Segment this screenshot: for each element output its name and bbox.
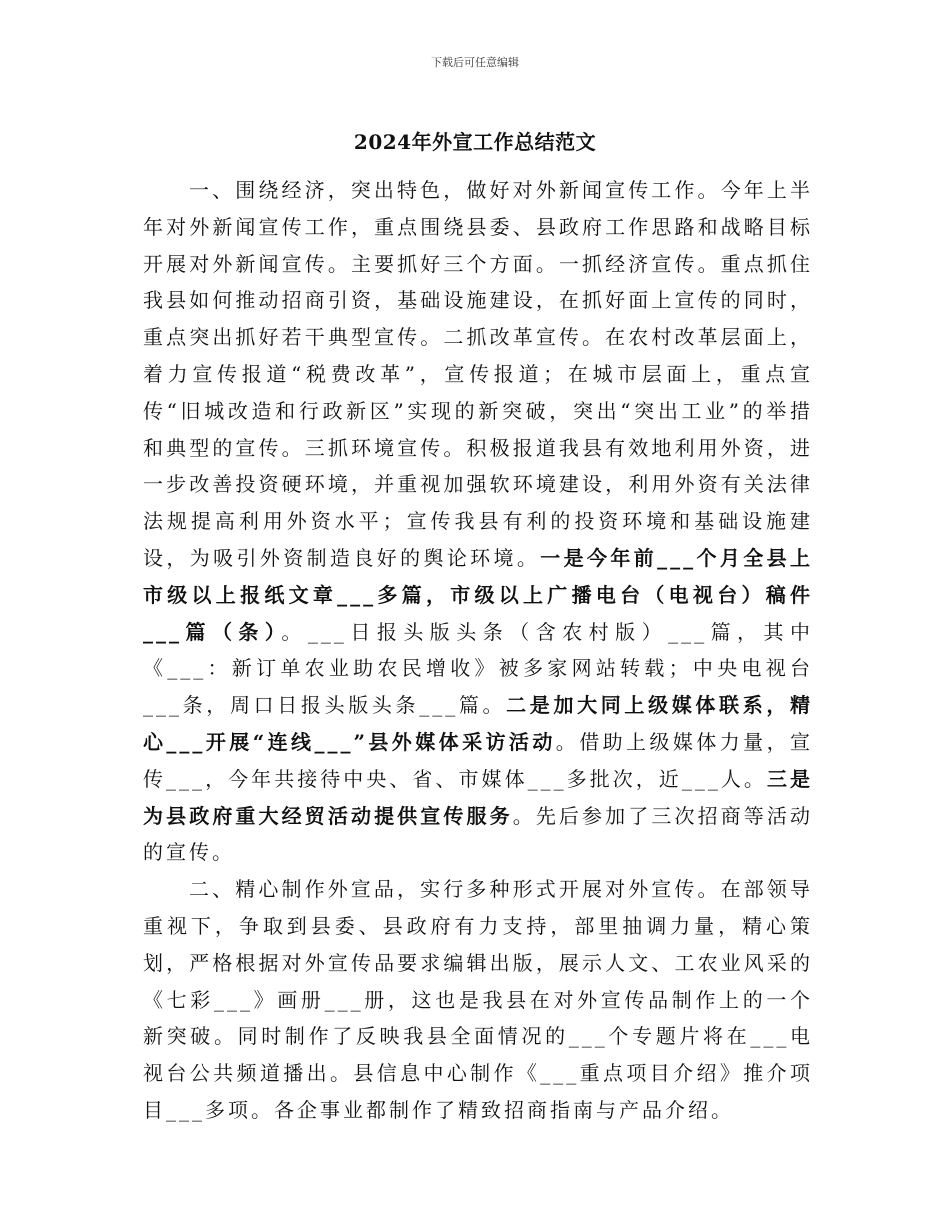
document-title: 2024年外宣工作总结范文	[353, 130, 597, 154]
bold-segment: 一是今年前___个月全县上市级以上报纸文章___多篇，市级以上广播电台（电视台）稿件___篇（条）	[143, 545, 814, 644]
bold-segment: 二是加大同上级媒体联系，精心___开展“连线___”县外媒体采访活动	[143, 693, 814, 754]
paragraph-2	[143, 871, 813, 1129]
text-segment: 。先后参加了三次招商等活动的宣传。	[143, 803, 814, 865]
document-body	[143, 172, 813, 1129]
text-segment: 。借助上级媒体力量，宣传___，今年共接待中央、省、市媒体___多批次，近___人。	[143, 729, 814, 791]
text-segment: 一、围绕经济，突出特色，做好对外新闻宣传工作。今年上半年对外新闻宣传工作，重点围绕县委、县政府工作思路和战略目标开展对外新闻宣传。主要抓好三个方面。一抓经济宣传。重点抓住我县如何推动招商引资，基础设施建设，在抓好面上宣传的同时，重点突出抓好若干典型宣传。二抓改革宣传。在农村改革层面上，着力宣传报道“税费改革”，宣传报道；在城市层面上，重点宣传“旧城改造和行政新区”实现的新突破，突出“突出工业”的举措和典型的宣传。三抓环境宣传。积极报道我县有效地利用外资，进一步改善投资硬环境，并重视加强软环境建设，利用外资有关法律法规提高利用外资水平；宣传我县有利的投资环境和基础设施建设，为吸引外资制造良好的舆论环境。	[143, 178, 813, 570]
bold-segment: 三是为县政府重大经贸活动提供宣传服务	[143, 766, 814, 828]
header-note: 下载后可任意编辑	[431, 56, 519, 69]
text-segment: 。___日报头版头条（含农村版）___篇，其中《___：新订单农业助农民增收》被多家网站转载；中央电视台___条，周口日报头版头条___篇。	[143, 619, 814, 718]
text-segment: 二、精心制作外宣品，实行多种形式开展对外宣传。在部领导重视下，争取到县委、县政府有力支持，部里抽调力量，精心策划，严格根据对外宣传品要求编辑出版，展示人文、工农业风采的《七彩___》画册___册，这也是我县在对外宣传品制作上的一个新突破。同时制作了反映我县全面情况的___个专题片将在___电视台公共频道播出。县信息中心制作《___重点项目介绍》推介项目___多项。各企事业都制作了精致招商指南与产品介绍。	[143, 877, 813, 1122]
paragraph-1	[143, 172, 813, 871]
